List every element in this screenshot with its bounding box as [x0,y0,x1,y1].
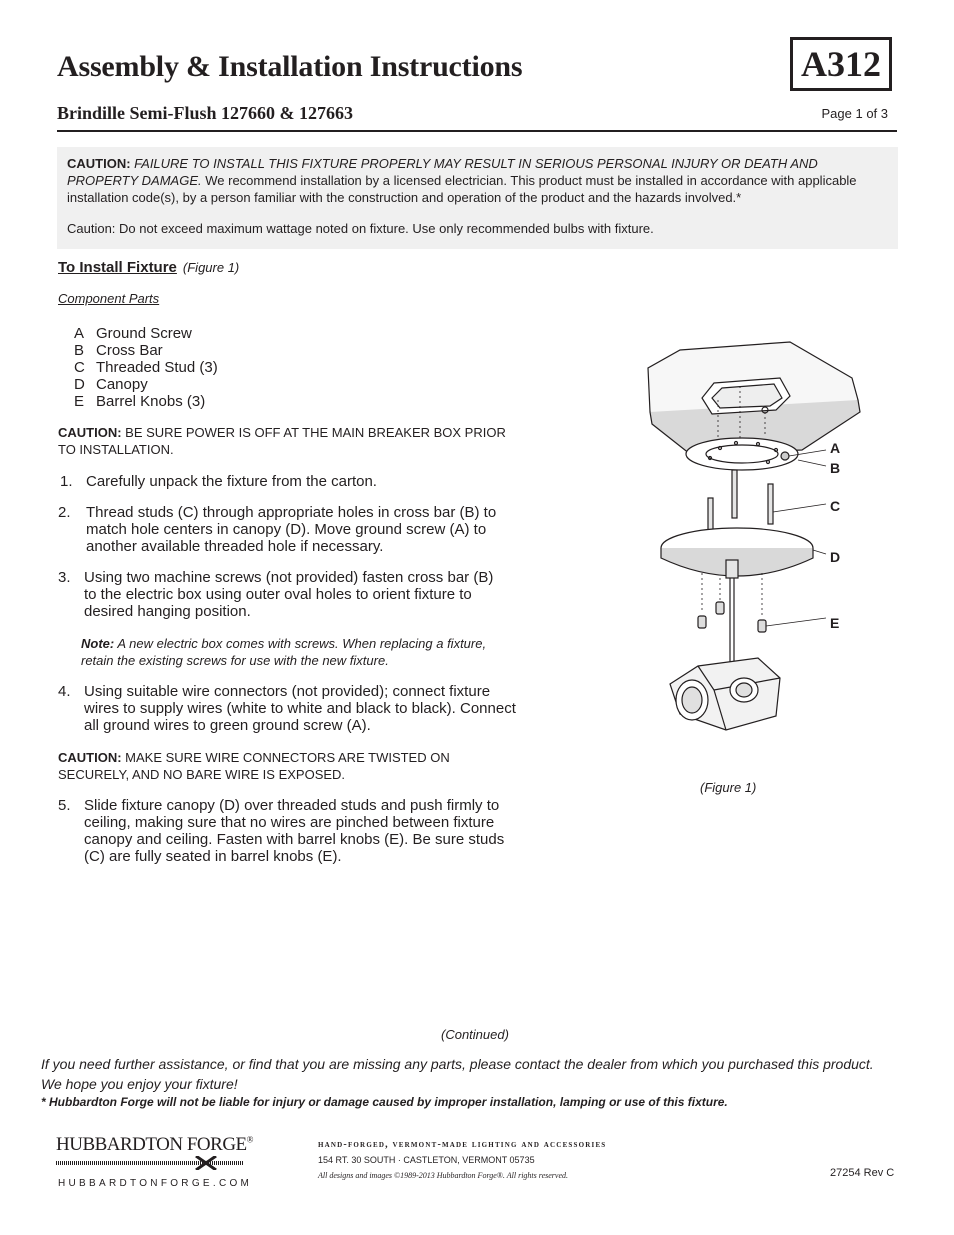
part-name: Barrel Knobs (3) [96,393,206,410]
barrel-knob [698,616,706,628]
exploded-fixture-diagram [640,338,880,738]
note-label: Note: [81,636,115,651]
step-number: 3. [58,569,71,586]
stem-collar [726,560,738,578]
registered-mark: ® [246,1134,253,1145]
figure-label-d: D [830,549,841,565]
caution-text: BE SURE POWER IS OFF AT THE MAIN BREAKER BOX PRIOR TO INSTALLATION. [58,425,506,457]
part-name: Cross Bar [96,342,163,359]
step-number: 4. [58,683,71,700]
figure-label-a: A [830,440,841,456]
caution-panel [57,147,898,249]
component-parts-list [74,325,218,410]
header-divider [57,130,897,132]
caution-text: MAKE SURE WIRE CONNECTORS ARE TWISTED ON SECURELY, AND NO BARE WIRE IS EXPOSED. [58,750,450,782]
part-name: Threaded Stud (3) [96,359,218,376]
website-link[interactable]: HUBBARDTONFORGE.COM [58,1178,253,1189]
logo-wordmark: HUBBARDTON FORGE [56,1134,247,1155]
part-name: Canopy [96,376,148,393]
logo-hammer-icon [56,1156,244,1170]
company-tagline: hand-forged, vermont-made lighting and accessories [318,1139,607,1150]
step-5 [58,797,508,865]
step-text: Using suitable wire connectors (not provided); connect fixture wires to supply wires (white to white and black to black). Connect all ground wires to green ground screw (A). [84,683,516,734]
threaded-stud [768,484,773,524]
barrel-knob [716,602,724,614]
step-text: Using two machine screws (not provided) fasten cross bar (B) to the electric box using outer oval holes to orient fixture to desired hanging position. [84,569,494,620]
caution-label: CAUTION: [58,750,122,765]
list-item [74,342,218,359]
ground-screw [781,452,789,460]
part-letter: C [74,359,85,376]
step-1 [60,473,530,490]
part-name: Ground Screw [96,325,192,342]
list-item [74,359,218,376]
hubbardton-forge-logo [56,1134,253,1175]
continued-note: (Continued) [441,1027,509,1042]
power-off-caution [58,424,508,458]
step-4 [58,683,518,734]
list-item [74,393,218,410]
part-letter: B [74,342,85,359]
component-parts-heading: Component Parts [58,291,160,306]
step-text: Carefully unpack the fixture from the carton. [86,473,377,490]
list-item [74,376,218,393]
liability-disclaimer: * Hubbardton Forge will not be liable for injury or damage caused by improper installation, lamping or use of this fixture. [41,1095,728,1109]
step-number: 2. [58,504,71,521]
part-letter: A [74,325,85,342]
caution-label: CAUTION: [67,156,131,171]
electric-box-note [81,635,501,669]
wattage-caution: Caution: Do not exceed maximum wattage noted on fixture. Use only recommended bulbs with fixture. [67,221,654,236]
assistance-text [41,1054,921,1094]
page-number: Page 1 of 3 [821,106,888,121]
revision-code: 27254 Rev C [830,1167,895,1179]
figure-label-b: B [830,460,841,476]
part-letter: D [74,376,85,393]
copyright-notice: All designs and images ©1989-2013 Hubbardton Forge®. All rights reserved. [318,1171,568,1180]
barrel-knob [758,620,766,632]
caution-paragraph [67,155,888,206]
step-2 [58,504,513,555]
company-address: 154 RT. 30 SOUTH · CASTLETON, VERMONT 05735 [318,1155,535,1165]
step-text: Slide fixture canopy (D) over threaded studs and push firmly to ceiling, making sure that no wires are pinched between fixture canopy and ceiling. Fasten with barrel knobs (E). Be sure studs (C) are fully seated in barrel knobs (E). [84,797,505,865]
caution-label: CAUTION: [58,425,122,440]
install-heading-text: To Install Fixture [58,259,177,276]
document-code-box: A312 [790,37,892,91]
enjoy-line: We hope you enjoy your fixture! [41,1076,238,1092]
threaded-stud [732,470,737,518]
step-text: Thread studs (C) through appropriate holes in cross bar (B) to match hole centers in canopy (D). Move ground screw (A) to another available threaded hole if necessary. [86,504,497,555]
step-number: 1. [60,473,73,490]
caution-warning: FAILURE TO INSTALL THIS FIXTURE PROPERLY MAY RESULT IN SERIOUS PERSONAL INJURY OR DEATH AND PROPERTY DAMAGE. [67,156,818,188]
step-number: 5. [58,797,71,814]
caution-text: We recommend installation by a licensed electrician. This product must be installed in accordance with applicable installation code(s), by a person familiar with the construction and operation of the product and the hazards involved.* [67,173,857,205]
product-subtitle: Brindille Semi-Flush 127660 & 127663 [57,103,354,123]
install-figure-ref: (Figure 1) [182,260,240,275]
page-title: Assembly & Installation Instructions [57,50,523,83]
assistance-line: If you need further assistance, or find that you are missing any parts, please contact the dealer from which you purchased this product. [41,1056,874,1072]
figure-caption: (Figure 1) [700,780,757,795]
step-3 [58,569,498,620]
figure-label-e: E [830,615,840,631]
figure-label-c: C [830,498,841,514]
install-heading [58,259,239,276]
wire-connector-caution [58,749,508,783]
list-item [74,325,218,342]
part-letter: E [74,393,85,410]
note-text: A new electric box comes with screws. When replacing a fixture, retain the existing screws for use with the new fixture. [81,636,487,668]
